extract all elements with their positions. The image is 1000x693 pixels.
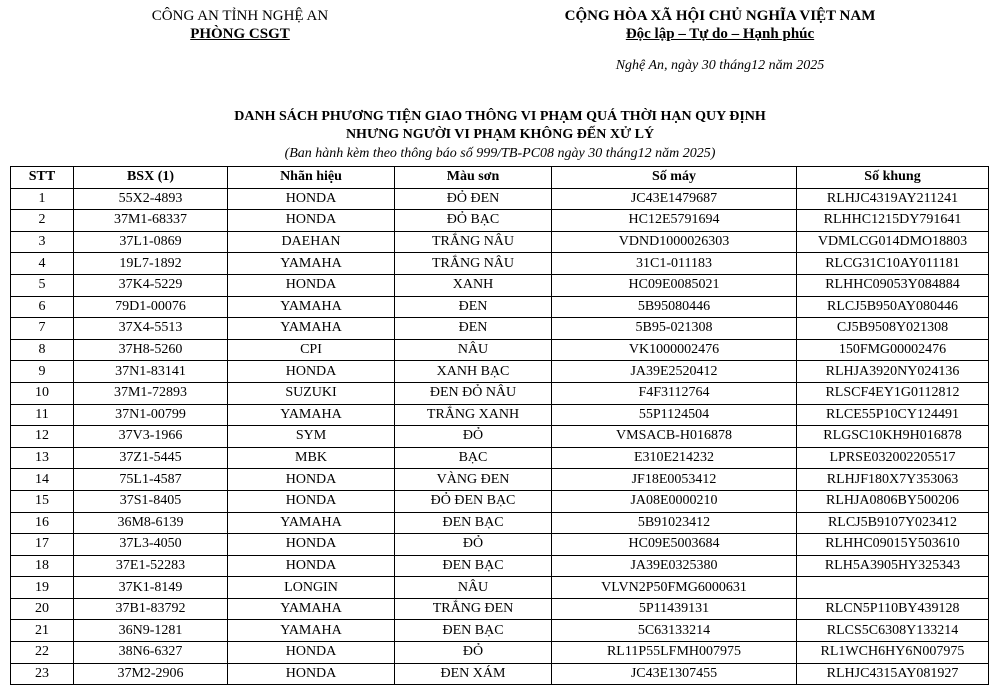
cell-brand: YAMAHA bbox=[228, 404, 395, 426]
cell-color: TRẮNG ĐEN bbox=[395, 598, 552, 620]
cell-brand: HONDA bbox=[228, 555, 395, 577]
cell-engine-no: HC09E5003684 bbox=[552, 534, 797, 556]
cell-stt: 10 bbox=[11, 382, 74, 404]
cell-frame-no: RLCG31C10AY011181 bbox=[797, 253, 989, 275]
cell-frame-no: RLHJA3920NY024136 bbox=[797, 361, 989, 383]
cell-engine-no: 31C1-011183 bbox=[552, 253, 797, 275]
cell-engine-no: 5B91023412 bbox=[552, 512, 797, 534]
cell-brand: YAMAHA bbox=[228, 512, 395, 534]
cell-color: ĐỎ bbox=[395, 426, 552, 448]
table-row bbox=[11, 318, 989, 340]
table-row bbox=[11, 469, 989, 491]
table-row bbox=[11, 512, 989, 534]
cell-engine-no: RL11P55LFMH007975 bbox=[552, 642, 797, 664]
cell-frame-no: RLHJC4315AY081927 bbox=[797, 663, 989, 685]
cell-color: ĐEN bbox=[395, 296, 552, 318]
cell-plate: 37S1-8405 bbox=[74, 490, 228, 512]
col-header-plate: BSX (1) bbox=[74, 167, 228, 189]
cell-engine-no: JA39E2520412 bbox=[552, 361, 797, 383]
cell-brand: HONDA bbox=[228, 490, 395, 512]
cell-frame-no: RLCE55P10CY124491 bbox=[797, 404, 989, 426]
document-date: Nghệ An, ngày 30 tháng12 năm 2025 bbox=[615, 58, 825, 73]
cell-brand: CPI bbox=[228, 339, 395, 361]
cell-brand: HONDA bbox=[228, 469, 395, 491]
cell-color: ĐEN ĐỎ NÂU bbox=[395, 382, 552, 404]
table-row bbox=[11, 426, 989, 448]
document-title bbox=[0, 108, 1000, 144]
cell-stt: 1 bbox=[11, 188, 74, 210]
cell-frame-no: RLSCF4EY1G0112812 bbox=[797, 382, 989, 404]
cell-frame-no: VDMLCG014DMO18803 bbox=[797, 231, 989, 253]
cell-brand: HONDA bbox=[228, 210, 395, 232]
cell-brand: MBK bbox=[228, 447, 395, 469]
cell-engine-no: VLVN2P50FMG6000631 bbox=[552, 577, 797, 599]
cell-plate: 36N9-1281 bbox=[74, 620, 228, 642]
cell-color: ĐỎ bbox=[395, 642, 552, 664]
cell-plate: 75L1-4587 bbox=[74, 469, 228, 491]
cell-plate: 79D1-00076 bbox=[74, 296, 228, 318]
cell-color: NÂU bbox=[395, 339, 552, 361]
national-header bbox=[520, 7, 920, 43]
cell-color: TRẮNG NÂU bbox=[395, 231, 552, 253]
document-subtitle: (Ban hành kèm theo thông báo số 999/TB-PC08 ngày 30 tháng12 năm 2025) bbox=[284, 146, 716, 161]
cell-engine-no: JC43E1307455 bbox=[552, 663, 797, 685]
col-header-engine: Số máy bbox=[552, 167, 797, 189]
cell-plate: 37B1-83792 bbox=[74, 598, 228, 620]
agency-unit: PHÒNG CSGT bbox=[190, 26, 290, 42]
cell-frame-no: RLHHC09053Y084884 bbox=[797, 274, 989, 296]
cell-plate: 38N6-6327 bbox=[74, 642, 228, 664]
cell-plate: 37E1-52283 bbox=[74, 555, 228, 577]
table-header-row bbox=[11, 167, 989, 189]
cell-plate: 37L3-4050 bbox=[74, 534, 228, 556]
cell-color: ĐEN bbox=[395, 318, 552, 340]
cell-engine-no: HC09E0085021 bbox=[552, 274, 797, 296]
table-row bbox=[11, 231, 989, 253]
cell-engine-no: 5B95-021308 bbox=[552, 318, 797, 340]
cell-frame-no: CJ5B9508Y021308 bbox=[797, 318, 989, 340]
cell-stt: 18 bbox=[11, 555, 74, 577]
table-row bbox=[11, 555, 989, 577]
cell-stt: 17 bbox=[11, 534, 74, 556]
cell-plate: 37M1-68337 bbox=[74, 210, 228, 232]
cell-plate: 37X4-5513 bbox=[74, 318, 228, 340]
cell-engine-no: 55P1124504 bbox=[552, 404, 797, 426]
col-header-brand: Nhãn hiệu bbox=[228, 167, 395, 189]
title-line-1: DANH SÁCH PHƯƠNG TIỆN GIAO THÔNG VI PHẠM QUÁ THỜI HẠN QUY ĐỊNH bbox=[234, 109, 766, 124]
cell-color: ĐEN XÁM bbox=[395, 663, 552, 685]
cell-plate: 55X2-4893 bbox=[74, 188, 228, 210]
cell-stt: 7 bbox=[11, 318, 74, 340]
table-row bbox=[11, 382, 989, 404]
cell-frame-no: RLHHC1215DY791641 bbox=[797, 210, 989, 232]
cell-engine-no: JF18E0053412 bbox=[552, 469, 797, 491]
agency-name: CÔNG AN TỈNH NGHỆ AN bbox=[151, 8, 329, 24]
cell-frame-no: RLHJF180X7Y353063 bbox=[797, 469, 989, 491]
col-header-stt: STT bbox=[11, 167, 74, 189]
table-row bbox=[11, 577, 989, 599]
cell-color: ĐỎ BẠC bbox=[395, 210, 552, 232]
violation-table bbox=[10, 166, 989, 685]
cell-frame-no: 150FMG00002476 bbox=[797, 339, 989, 361]
col-header-color: Màu sơn bbox=[395, 167, 552, 189]
national-motto: Độc lập – Tự do – Hạnh phúc bbox=[625, 26, 815, 42]
table-row bbox=[11, 663, 989, 685]
cell-engine-no: HC12E5791694 bbox=[552, 210, 797, 232]
cell-engine-no: JA08E0000210 bbox=[552, 490, 797, 512]
cell-frame-no: RLHJC4319AY211241 bbox=[797, 188, 989, 210]
cell-stt: 11 bbox=[11, 404, 74, 426]
cell-brand: SUZUKI bbox=[228, 382, 395, 404]
cell-frame-no: RLH5A3905HY325343 bbox=[797, 555, 989, 577]
table-row bbox=[11, 188, 989, 210]
col-header-frame: Số khung bbox=[797, 167, 989, 189]
cell-color: TRẮNG XANH bbox=[395, 404, 552, 426]
cell-plate: 37Z1-5445 bbox=[74, 447, 228, 469]
cell-engine-no: 5P11439131 bbox=[552, 598, 797, 620]
table-row bbox=[11, 620, 989, 642]
cell-engine-no: F4F3112764 bbox=[552, 382, 797, 404]
cell-frame-no: RLHHC09015Y503610 bbox=[797, 534, 989, 556]
cell-stt: 2 bbox=[11, 210, 74, 232]
table-row bbox=[11, 447, 989, 469]
cell-brand: HONDA bbox=[228, 188, 395, 210]
cell-engine-no: 5B95080446 bbox=[552, 296, 797, 318]
cell-brand: HONDA bbox=[228, 274, 395, 296]
cell-plate: 37V3-1966 bbox=[74, 426, 228, 448]
cell-frame-no: RLGSC10KH9H016878 bbox=[797, 426, 989, 448]
cell-color: XANH BẠC bbox=[395, 361, 552, 383]
cell-stt: 13 bbox=[11, 447, 74, 469]
cell-stt: 9 bbox=[11, 361, 74, 383]
table-row bbox=[11, 296, 989, 318]
cell-color: ĐEN BẠC bbox=[395, 620, 552, 642]
cell-color: ĐEN BẠC bbox=[395, 555, 552, 577]
cell-frame-no: RLCJ5B950AY080446 bbox=[797, 296, 989, 318]
table-row bbox=[11, 339, 989, 361]
cell-frame-no: RL1WCH6HY6N007975 bbox=[797, 642, 989, 664]
cell-color: ĐỎ bbox=[395, 534, 552, 556]
cell-stt: 12 bbox=[11, 426, 74, 448]
cell-plate: 37H8-5260 bbox=[74, 339, 228, 361]
cell-plate: 37K4-5229 bbox=[74, 274, 228, 296]
cell-frame-no: RLCJ5B9107Y023412 bbox=[797, 512, 989, 534]
cell-frame-no: LPRSE032002205517 bbox=[797, 447, 989, 469]
cell-engine-no: E310E214232 bbox=[552, 447, 797, 469]
cell-stt: 20 bbox=[11, 598, 74, 620]
cell-brand: HONDA bbox=[228, 534, 395, 556]
cell-plate: 36M8-6139 bbox=[74, 512, 228, 534]
cell-stt: 3 bbox=[11, 231, 74, 253]
cell-engine-no: VMSACB-H016878 bbox=[552, 426, 797, 448]
cell-stt: 5 bbox=[11, 274, 74, 296]
title-line-2: NHƯNG NGƯỜI VI PHẠM KHÔNG ĐẾN XỬ LÝ bbox=[345, 127, 655, 142]
cell-frame-no bbox=[797, 577, 989, 599]
cell-plate: 37M2-2906 bbox=[74, 663, 228, 685]
cell-brand: HONDA bbox=[228, 663, 395, 685]
table-row bbox=[11, 253, 989, 275]
table-row bbox=[11, 490, 989, 512]
cell-plate: 19L7-1892 bbox=[74, 253, 228, 275]
table-row bbox=[11, 598, 989, 620]
cell-brand: DAEHAN bbox=[228, 231, 395, 253]
cell-color: TRẮNG NÂU bbox=[395, 253, 552, 275]
cell-brand: YAMAHA bbox=[228, 296, 395, 318]
cell-engine-no: 5C63133214 bbox=[552, 620, 797, 642]
cell-stt: 19 bbox=[11, 577, 74, 599]
cell-brand: YAMAHA bbox=[228, 598, 395, 620]
cell-stt: 23 bbox=[11, 663, 74, 685]
table-row bbox=[11, 210, 989, 232]
cell-brand: SYM bbox=[228, 426, 395, 448]
cell-stt: 6 bbox=[11, 296, 74, 318]
cell-brand: YAMAHA bbox=[228, 253, 395, 275]
cell-stt: 8 bbox=[11, 339, 74, 361]
cell-stt: 21 bbox=[11, 620, 74, 642]
cell-brand: HONDA bbox=[228, 642, 395, 664]
cell-color: ĐEN BẠC bbox=[395, 512, 552, 534]
cell-plate: 37N1-83141 bbox=[74, 361, 228, 383]
cell-color: ĐỎ ĐEN bbox=[395, 188, 552, 210]
cell-plate: 37K1-8149 bbox=[74, 577, 228, 599]
cell-frame-no: RLCS5C6308Y133214 bbox=[797, 620, 989, 642]
cell-stt: 16 bbox=[11, 512, 74, 534]
cell-brand: HONDA bbox=[228, 361, 395, 383]
table-row bbox=[11, 274, 989, 296]
table-row bbox=[11, 534, 989, 556]
cell-plate: 37N1-00799 bbox=[74, 404, 228, 426]
table-row bbox=[11, 404, 989, 426]
table-row bbox=[11, 642, 989, 664]
cell-brand: LONGIN bbox=[228, 577, 395, 599]
cell-engine-no: JA39E0325380 bbox=[552, 555, 797, 577]
cell-engine-no: VK1000002476 bbox=[552, 339, 797, 361]
cell-color: VÀNG ĐEN bbox=[395, 469, 552, 491]
issuing-agency bbox=[110, 7, 370, 43]
cell-color: XANH bbox=[395, 274, 552, 296]
nation-name: CỘNG HÒA XÃ HỘI CHỦ NGHĨA VIỆT NAM bbox=[564, 8, 876, 24]
cell-frame-no: RLHJA0806BY500206 bbox=[797, 490, 989, 512]
cell-plate: 37M1-72893 bbox=[74, 382, 228, 404]
cell-plate: 37L1-0869 bbox=[74, 231, 228, 253]
cell-frame-no: RLCN5P110BY439128 bbox=[797, 598, 989, 620]
cell-brand: YAMAHA bbox=[228, 318, 395, 340]
cell-engine-no: JC43E1479687 bbox=[552, 188, 797, 210]
cell-color: BẠC bbox=[395, 447, 552, 469]
table-row bbox=[11, 361, 989, 383]
cell-stt: 14 bbox=[11, 469, 74, 491]
cell-brand: YAMAHA bbox=[228, 620, 395, 642]
cell-engine-no: VDND1000026303 bbox=[552, 231, 797, 253]
cell-stt: 15 bbox=[11, 490, 74, 512]
cell-color: NÂU bbox=[395, 577, 552, 599]
cell-stt: 4 bbox=[11, 253, 74, 275]
cell-color: ĐỎ ĐEN BẠC bbox=[395, 490, 552, 512]
cell-stt: 22 bbox=[11, 642, 74, 664]
